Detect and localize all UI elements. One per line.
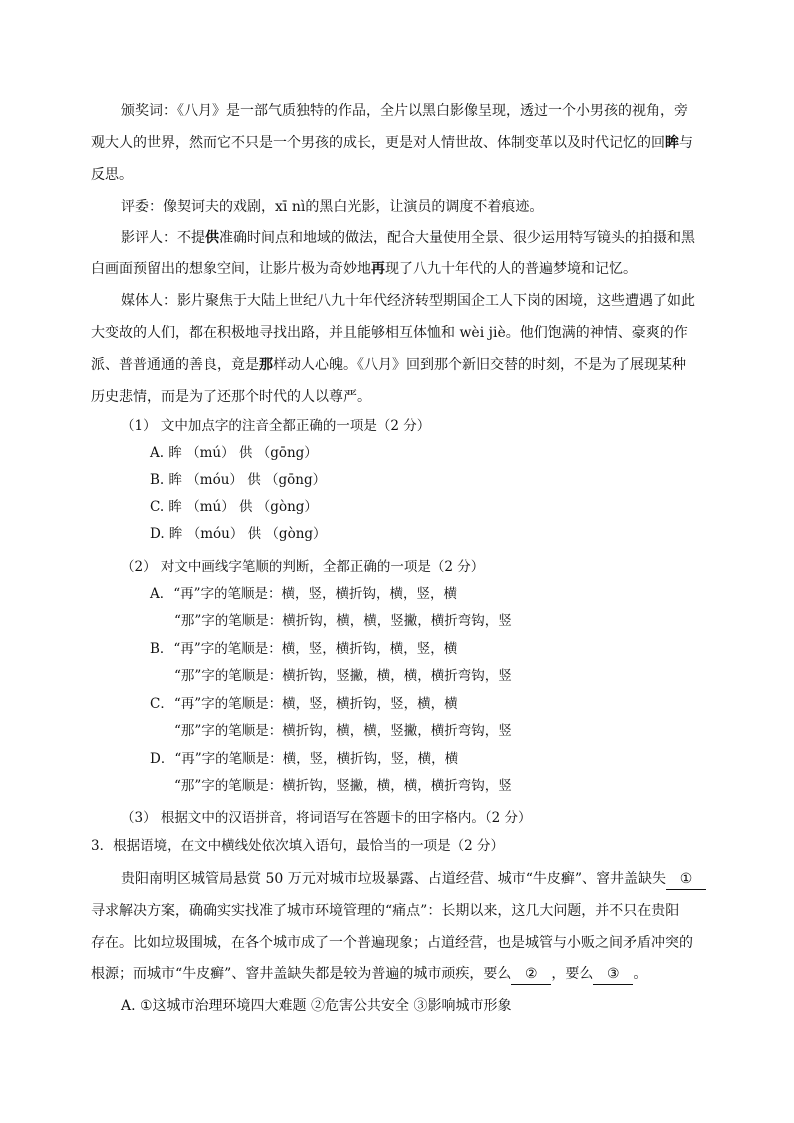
judge-comment: 评委：像契诃夫的戏剧，xī nì的黑白光影，让演员的调度不着痕迹。 xyxy=(121,199,544,215)
question-3-stem: （3） 根据文中的汉语拼音，将词语写在答题卡的田字格内。（2 分） xyxy=(121,810,532,826)
answer-blank-3[interactable]: ③ xyxy=(593,964,633,985)
passage-line-3: 存在。比如垃圾围城，在各个城市成了一个普遍现象；占道经营，也是城管与小贩之间矛盾冲突的 xyxy=(91,935,693,951)
critic-text-part: 白画面预留出的想象空间，让影片极为奇妙地 xyxy=(91,261,371,277)
critic-text-part: 准确时间点和地域的做法，配合大量使用全景、很少运用特写镜头的拍摄和黑 xyxy=(219,230,695,246)
question-2-option-b-zai: B．“再”字的笔顺是：横，竖，横折钩，横，竖，横 xyxy=(150,641,458,657)
passage-text-part: 贵阳南明区城管局悬赏 50 万元对城市垃圾暴露、占道经营、城市“牛皮癣”、窨井盖缺失 xyxy=(121,871,667,887)
question-2-option-d-na: “那”字的笔顺是：横折钩，竖撇，横，横，横折弯钩，竖 xyxy=(174,778,512,794)
passage-text-part: 。 xyxy=(633,966,648,982)
question-1-option-c: C. 眸 （mú） 供 （gòng） xyxy=(150,499,318,515)
question-2-option-c-na: “那”字的笔顺是：横折钩，横，横，竖撇，横折弯钩，竖 xyxy=(174,723,512,739)
question-2-option-a-na: “那”字的笔顺是：横折钩，横，横，竖撇，横折弯钩，竖 xyxy=(174,613,512,629)
question-main-3-option-a: A. ①这城市治理环境四大难题 ②危害公共安全 ③影响城市形象 xyxy=(121,998,512,1014)
passage-text-part: 根源；而城市“牛皮癣”、窨井盖缺失都是较为普遍的城市顽疾，要么 xyxy=(91,966,512,982)
passage-line-4 xyxy=(91,964,647,985)
question-2-option-c-zai: C．“再”字的笔顺是：横，竖，横折钩，竖，横，横 xyxy=(150,696,458,712)
critic-text-part: 影评人：不提 xyxy=(121,230,205,246)
answer-blank-1[interactable]: ① xyxy=(666,869,706,890)
media-line-3 xyxy=(91,355,686,375)
question-main-3-stem: 3．根据语境，在文中横线处依次填入语句，最恰当的一项是（2 分） xyxy=(91,838,504,854)
question-1-option-b: B. 眸 （móu） 供 （gōng） xyxy=(150,472,327,488)
media-text-part: 样动人心魄。《八月》回到那个新旧交替的时刻，不是为了展现某种 xyxy=(273,357,686,373)
dotted-char-gong: 供 xyxy=(205,230,219,246)
question-1-stem: （1） 文中加点字的注音全都正确的一项是（2 分） xyxy=(121,418,431,434)
award-text-part: 与 xyxy=(679,135,693,151)
underlined-char-na: 那 xyxy=(259,357,273,373)
question-1-option-a: A. 眸 （mú） 供 （gōng） xyxy=(150,445,318,461)
critic-text-part: 现了八九十年代的人的普遍梦境和记忆。 xyxy=(385,261,637,277)
media-line-1: 媒体人：影片聚焦于大陆上世纪八九十年代经济转型期国企工人下岗的困境，这些遭遇了如此 xyxy=(121,293,695,309)
media-text-part: 派、普普通通的善良，竟是 xyxy=(91,357,259,373)
question-2-option-d-zai: D．“再”字的笔顺是：横，竖，横折钩，竖，横，横 xyxy=(150,751,459,767)
passage-line-1 xyxy=(121,869,706,890)
award-text-part: 观大人的世界，然而它不只是一个男孩的成长，更是对人情世故、体制变革以及时代记忆的回 xyxy=(91,135,665,151)
media-line-4: 历史悲情，而是为了还那个时代的人以尊严。 xyxy=(91,389,371,405)
underlined-char-zai: 再 xyxy=(371,261,385,277)
answer-blank-2[interactable]: ② xyxy=(511,964,551,985)
question-2-option-b-na: “那”字的笔顺是：横折钩，竖撇，横，横，横折弯钩，竖 xyxy=(174,668,512,684)
award-text-line-1: 颁奖词：《八月》是一部气质独特的作品，全片以黑白影像呈现，透过一个小男孩的视角，旁 xyxy=(121,103,688,119)
dotted-char-mou: 眸 xyxy=(665,135,679,151)
passage-line-2: 寻求解决方案，确确实实找准了城市环境管理的“痛点”：长期以来，这几大问题，并不只在贵阳 xyxy=(91,903,680,919)
media-line-2: 大变故的人们，都在积极地寻找出路，并且能够相互体恤和 wèi jiè。他们饱满的神情、豪爽的作 xyxy=(91,325,688,341)
question-2-stem: （2） 对文中画线字笔顺的判断，全都正确的一项是（2 分） xyxy=(121,559,485,575)
critic-line-1 xyxy=(121,228,695,248)
award-text-line-3: 反思。 xyxy=(91,167,133,183)
question-2-option-a-zai: A．“再”字的笔顺是：横，竖，横折钩，横，竖，横 xyxy=(150,586,458,602)
question-1-option-d: D. 眸 （móu） 供 （gòng） xyxy=(150,526,327,542)
passage-text-part: ，要么 xyxy=(551,966,594,982)
award-text-line-2 xyxy=(91,133,693,153)
critic-line-2 xyxy=(91,259,637,279)
